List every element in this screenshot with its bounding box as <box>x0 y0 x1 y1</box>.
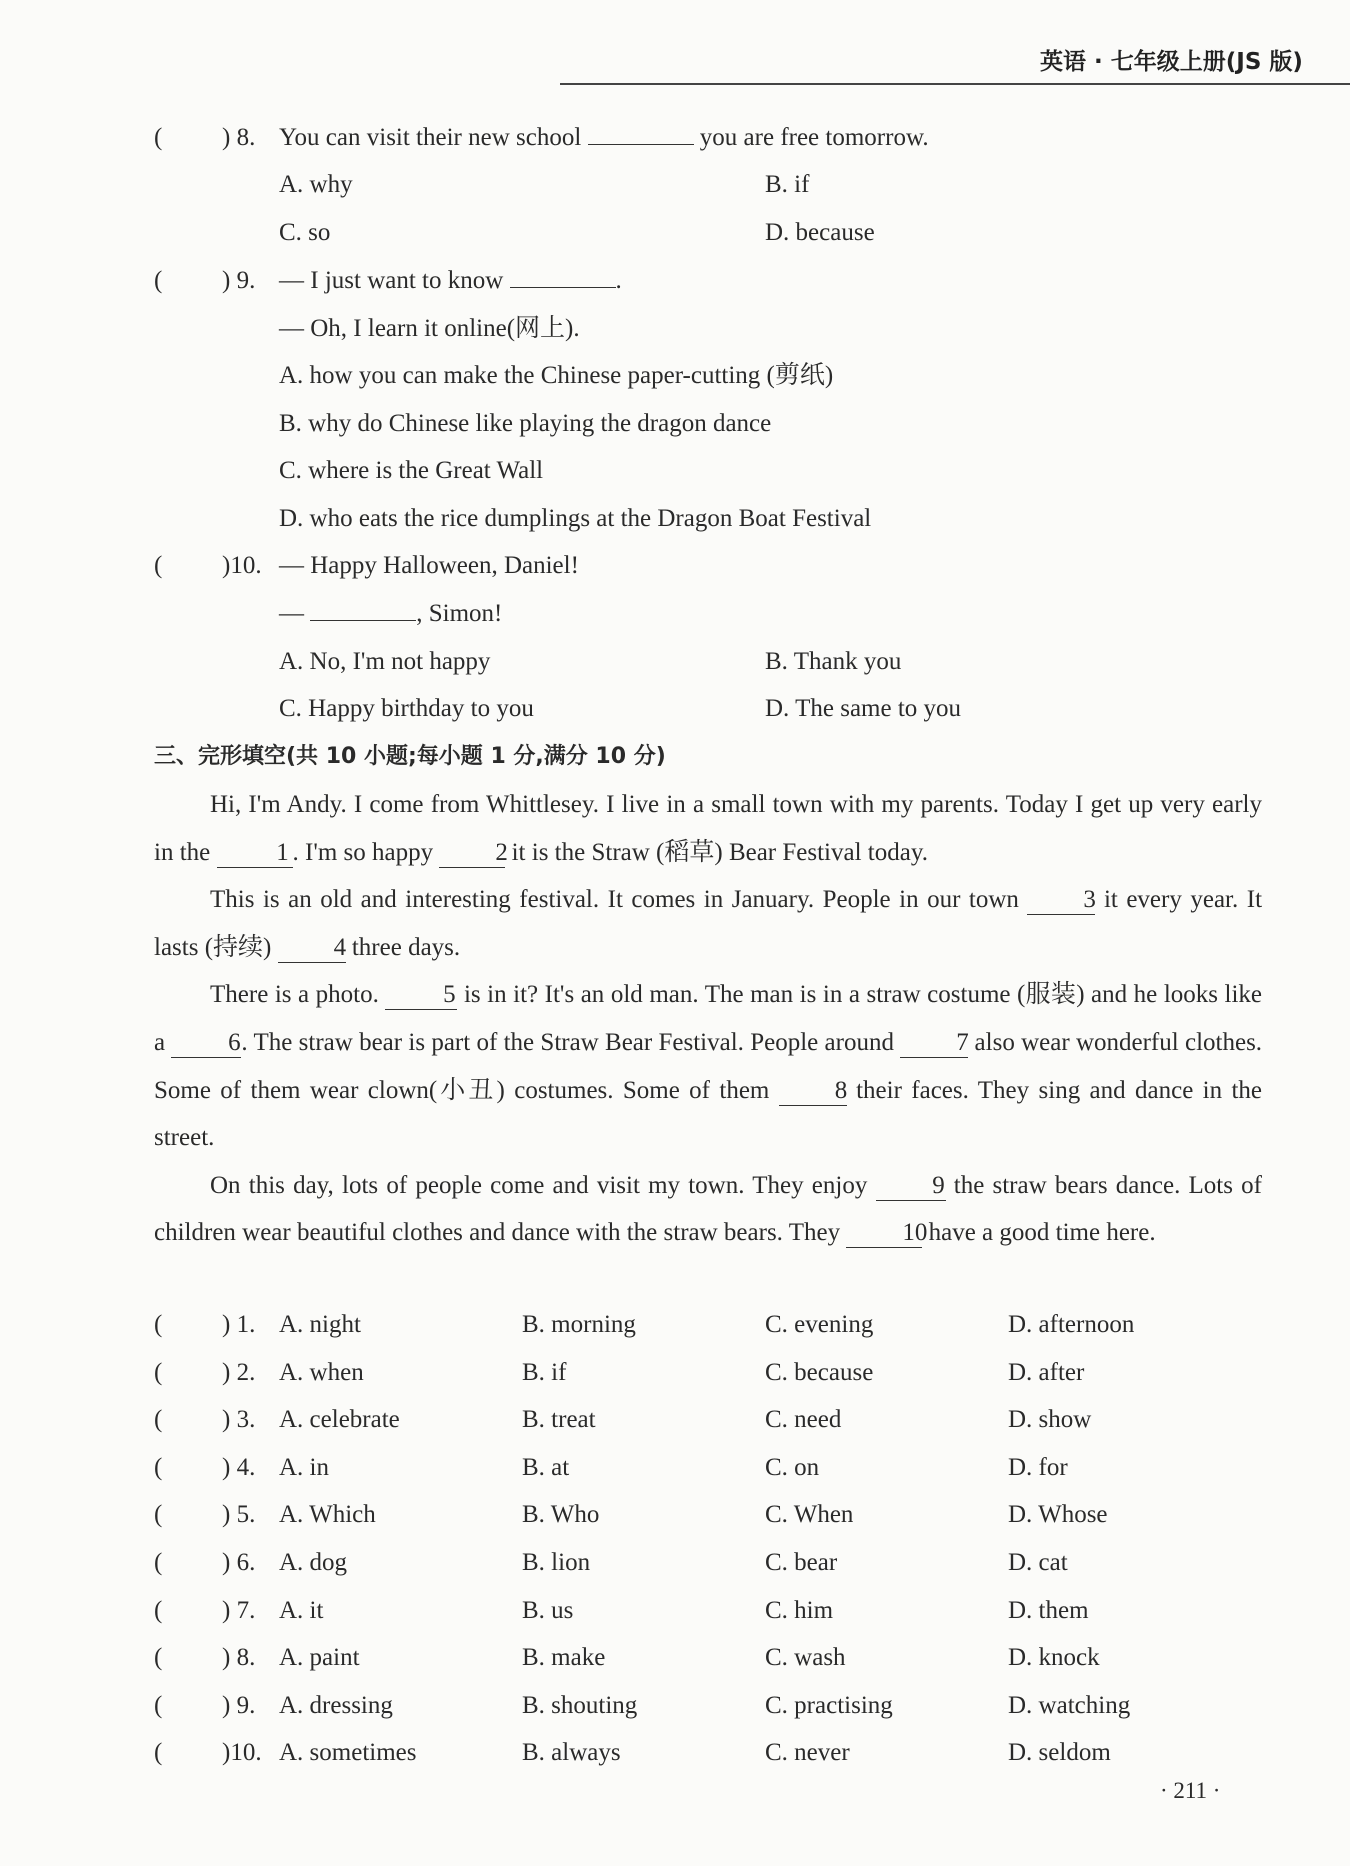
cloze-row-6-a: A. dog <box>279 1549 348 1576</box>
question-9-number: ) 9. <box>222 267 256 294</box>
cloze-blank-4: 4 <box>278 934 346 963</box>
cloze-row-4-b: B. at <box>522 1454 570 1481</box>
cloze-row-1-d: D. afternoon <box>1008 1311 1135 1338</box>
cloze-row-5-b: B. Who <box>522 1501 600 1528</box>
cloze-row-7-c: C. him <box>765 1597 834 1624</box>
question-9-line1: — I just want to know . <box>279 267 622 294</box>
cloze-row-2-b: B. if <box>522 1359 567 1386</box>
question-10-option-c: C. Happy birthday to you <box>279 695 534 722</box>
passage-paragraph-1: Hi, I'm Andy. I come from Whittlesey. I live in a small town with my parents. Today I get up very early in the 1 . I'm so happy 2 it is the Straw (稻草) Bear Festival today. <box>154 791 1262 866</box>
question-10-option-a: A. No, I'm not happy <box>279 648 491 675</box>
answer-blank <box>310 620 416 621</box>
cloze-row-10-number: )10. <box>222 1739 262 1766</box>
cloze-blank-10: 10 <box>846 1219 922 1248</box>
passage-paragraph-2: This is an old and interesting festival. It comes in January. People in our town 3 it every year. It lasts (持续) 4 three days. <box>154 886 1263 961</box>
cloze-row-10-c: C. never <box>765 1739 850 1766</box>
cloze-row-3-c: C. need <box>765 1406 842 1433</box>
header-rule <box>560 83 1350 85</box>
cloze-row-7-b: B. us <box>522 1597 574 1624</box>
question-8-option-a: A. why <box>279 171 353 198</box>
cloze-row-9-d: D. watching <box>1008 1692 1131 1719</box>
question-10-line2: — , Simon! <box>279 600 503 627</box>
cloze-blank-3: 3 <box>1027 886 1095 915</box>
cloze-row-3-b: B. treat <box>522 1406 596 1433</box>
question-8-option-c: C. so <box>279 219 331 246</box>
cloze-blank-8: 8 <box>779 1077 847 1106</box>
answer-blank <box>588 144 694 145</box>
cloze-option-row-9: ( <box>154 1692 163 1719</box>
cloze-row-7-number: ) 7. <box>222 1597 256 1624</box>
question-10-number: )10. <box>222 552 262 579</box>
question-10-line1: — Happy Halloween, Daniel! <box>279 552 579 579</box>
question-8-number: ) 8. <box>222 124 256 151</box>
cloze-row-3-d: D. show <box>1008 1406 1092 1433</box>
question-8-stem: You can visit their new school you are free tomorrow. <box>279 124 929 151</box>
cloze-row-5-c: C. When <box>765 1501 854 1528</box>
question-9-line2: — Oh, I learn it online(网上). <box>279 315 580 342</box>
cloze-row-8-d: D. knock <box>1008 1644 1100 1671</box>
cloze-blank-5: 5 <box>385 981 457 1010</box>
cloze-row-1-a: A. night <box>279 1311 361 1338</box>
cloze-row-5-a: A. Which <box>279 1501 376 1528</box>
cloze-row-2-d: D. after <box>1008 1359 1085 1386</box>
cloze-option-row-6: ( <box>154 1549 163 1576</box>
question-10-option-b: B. Thank you <box>765 648 902 675</box>
cloze-blank-1: 1 <box>217 839 293 868</box>
cloze-row-4-number: ) 4. <box>222 1454 256 1481</box>
cloze-row-4-d: D. for <box>1008 1454 1068 1481</box>
cloze-row-2-a: A. when <box>279 1359 364 1386</box>
cloze-row-1-number: ) 1. <box>222 1311 256 1338</box>
answer-blank <box>510 287 616 288</box>
question-8-option-d: D. because <box>765 219 875 246</box>
cloze-blank-6: 6 <box>171 1029 241 1058</box>
cloze-row-6-d: D. cat <box>1008 1549 1068 1576</box>
cloze-row-5-d: D. Whose <box>1008 1501 1108 1528</box>
cloze-row-6-c: C. bear <box>765 1549 838 1576</box>
cloze-option-row-3: ( <box>154 1406 163 1433</box>
cloze-row-2-number: ) 2. <box>222 1359 256 1386</box>
cloze-row-2-c: C. because <box>765 1359 874 1386</box>
cloze-row-7-a: A. it <box>279 1597 324 1624</box>
question-9-option-d: D. who eats the rice dumplings at the Dragon Boat Festival <box>279 505 872 532</box>
cloze-row-10-b: B. always <box>522 1739 621 1766</box>
passage-paragraph-3: There is a photo. 5 is in it? It's an old man. The man is in a straw costume (服装) and he looks like a 6. The straw bear is part of the Straw Bear Festival. People around 7 also wear wonderful clothes. Some of them wear clown(小丑) costumes. Some of them 8 their faces. They sing and dance in the street. <box>154 981 1263 1152</box>
cloze-row-1-c: C. evening <box>765 1311 874 1338</box>
page-number: · 211 · <box>1160 1778 1221 1803</box>
cloze-row-4-a: A. in <box>279 1454 329 1481</box>
question-10-option-d: D. The same to you <box>765 695 962 722</box>
cloze-option-row-5: ( <box>154 1501 163 1528</box>
question-9-option-b: B. why do Chinese like playing the dragon dance <box>279 410 772 437</box>
cloze-row-8-number: ) 8. <box>222 1644 256 1671</box>
question-9-option-c: C. where is the Great Wall <box>279 457 544 484</box>
question-9-paren: ( <box>154 267 163 294</box>
cloze-row-3-a: A. celebrate <box>279 1406 400 1433</box>
cloze-row-4-c: C. on <box>765 1454 820 1481</box>
cloze-row-10-a: A. sometimes <box>279 1739 417 1766</box>
cloze-row-10-d: D. seldom <box>1008 1739 1111 1766</box>
question-9-option-a: A. how you can make the Chinese paper-cutting (剪纸) <box>279 362 834 389</box>
passage-paragraph-4: On this day, lots of people come and visit my town. They enjoy 9 the straw bears dance. Lots of children wear beautiful clothes and dance with the straw bears. They 10 have a good time here. <box>154 1171 1263 1247</box>
cloze-option-row-7: ( <box>154 1597 163 1624</box>
cloze-blank-7: 7 <box>900 1029 968 1058</box>
question-8-option-b: B. if <box>765 171 810 198</box>
cloze-row-8-b: B. make <box>522 1644 606 1671</box>
cloze-row-7-d: D. them <box>1008 1597 1089 1624</box>
question-8-paren: ( <box>154 124 163 151</box>
cloze-row-9-c: C. practising <box>765 1692 893 1719</box>
cloze-blank-2: 2 <box>439 839 505 868</box>
cloze-option-row-1: ( <box>154 1311 163 1338</box>
cloze-row-3-number: ) 3. <box>222 1406 256 1433</box>
page-header-title: 英语 · 七年级上册(JS 版) <box>1040 49 1303 75</box>
cloze-option-row-4: ( <box>154 1454 163 1481</box>
section-3-heading: 三、完形填空(共 10 小题;每小题 1 分,满分 10 分) <box>154 744 666 769</box>
cloze-row-6-b: B. lion <box>522 1549 591 1576</box>
cloze-option-row-10: ( <box>154 1739 163 1766</box>
cloze-row-1-b: B. morning <box>522 1311 636 1338</box>
cloze-option-row-8: ( <box>154 1644 163 1671</box>
cloze-row-9-a: A. dressing <box>279 1692 393 1719</box>
question-10-paren: ( <box>154 552 163 579</box>
cloze-option-row-2: ( <box>154 1359 163 1386</box>
cloze-row-9-b: B. shouting <box>522 1692 638 1719</box>
cloze-blank-9: 9 <box>876 1172 946 1201</box>
cloze-row-8-c: C. wash <box>765 1644 846 1671</box>
cloze-row-5-number: ) 5. <box>222 1501 256 1528</box>
cloze-row-6-number: ) 6. <box>222 1549 256 1576</box>
cloze-row-8-a: A. paint <box>279 1644 360 1671</box>
cloze-row-9-number: ) 9. <box>222 1692 256 1719</box>
cloze-passage <box>154 781 1262 1257</box>
